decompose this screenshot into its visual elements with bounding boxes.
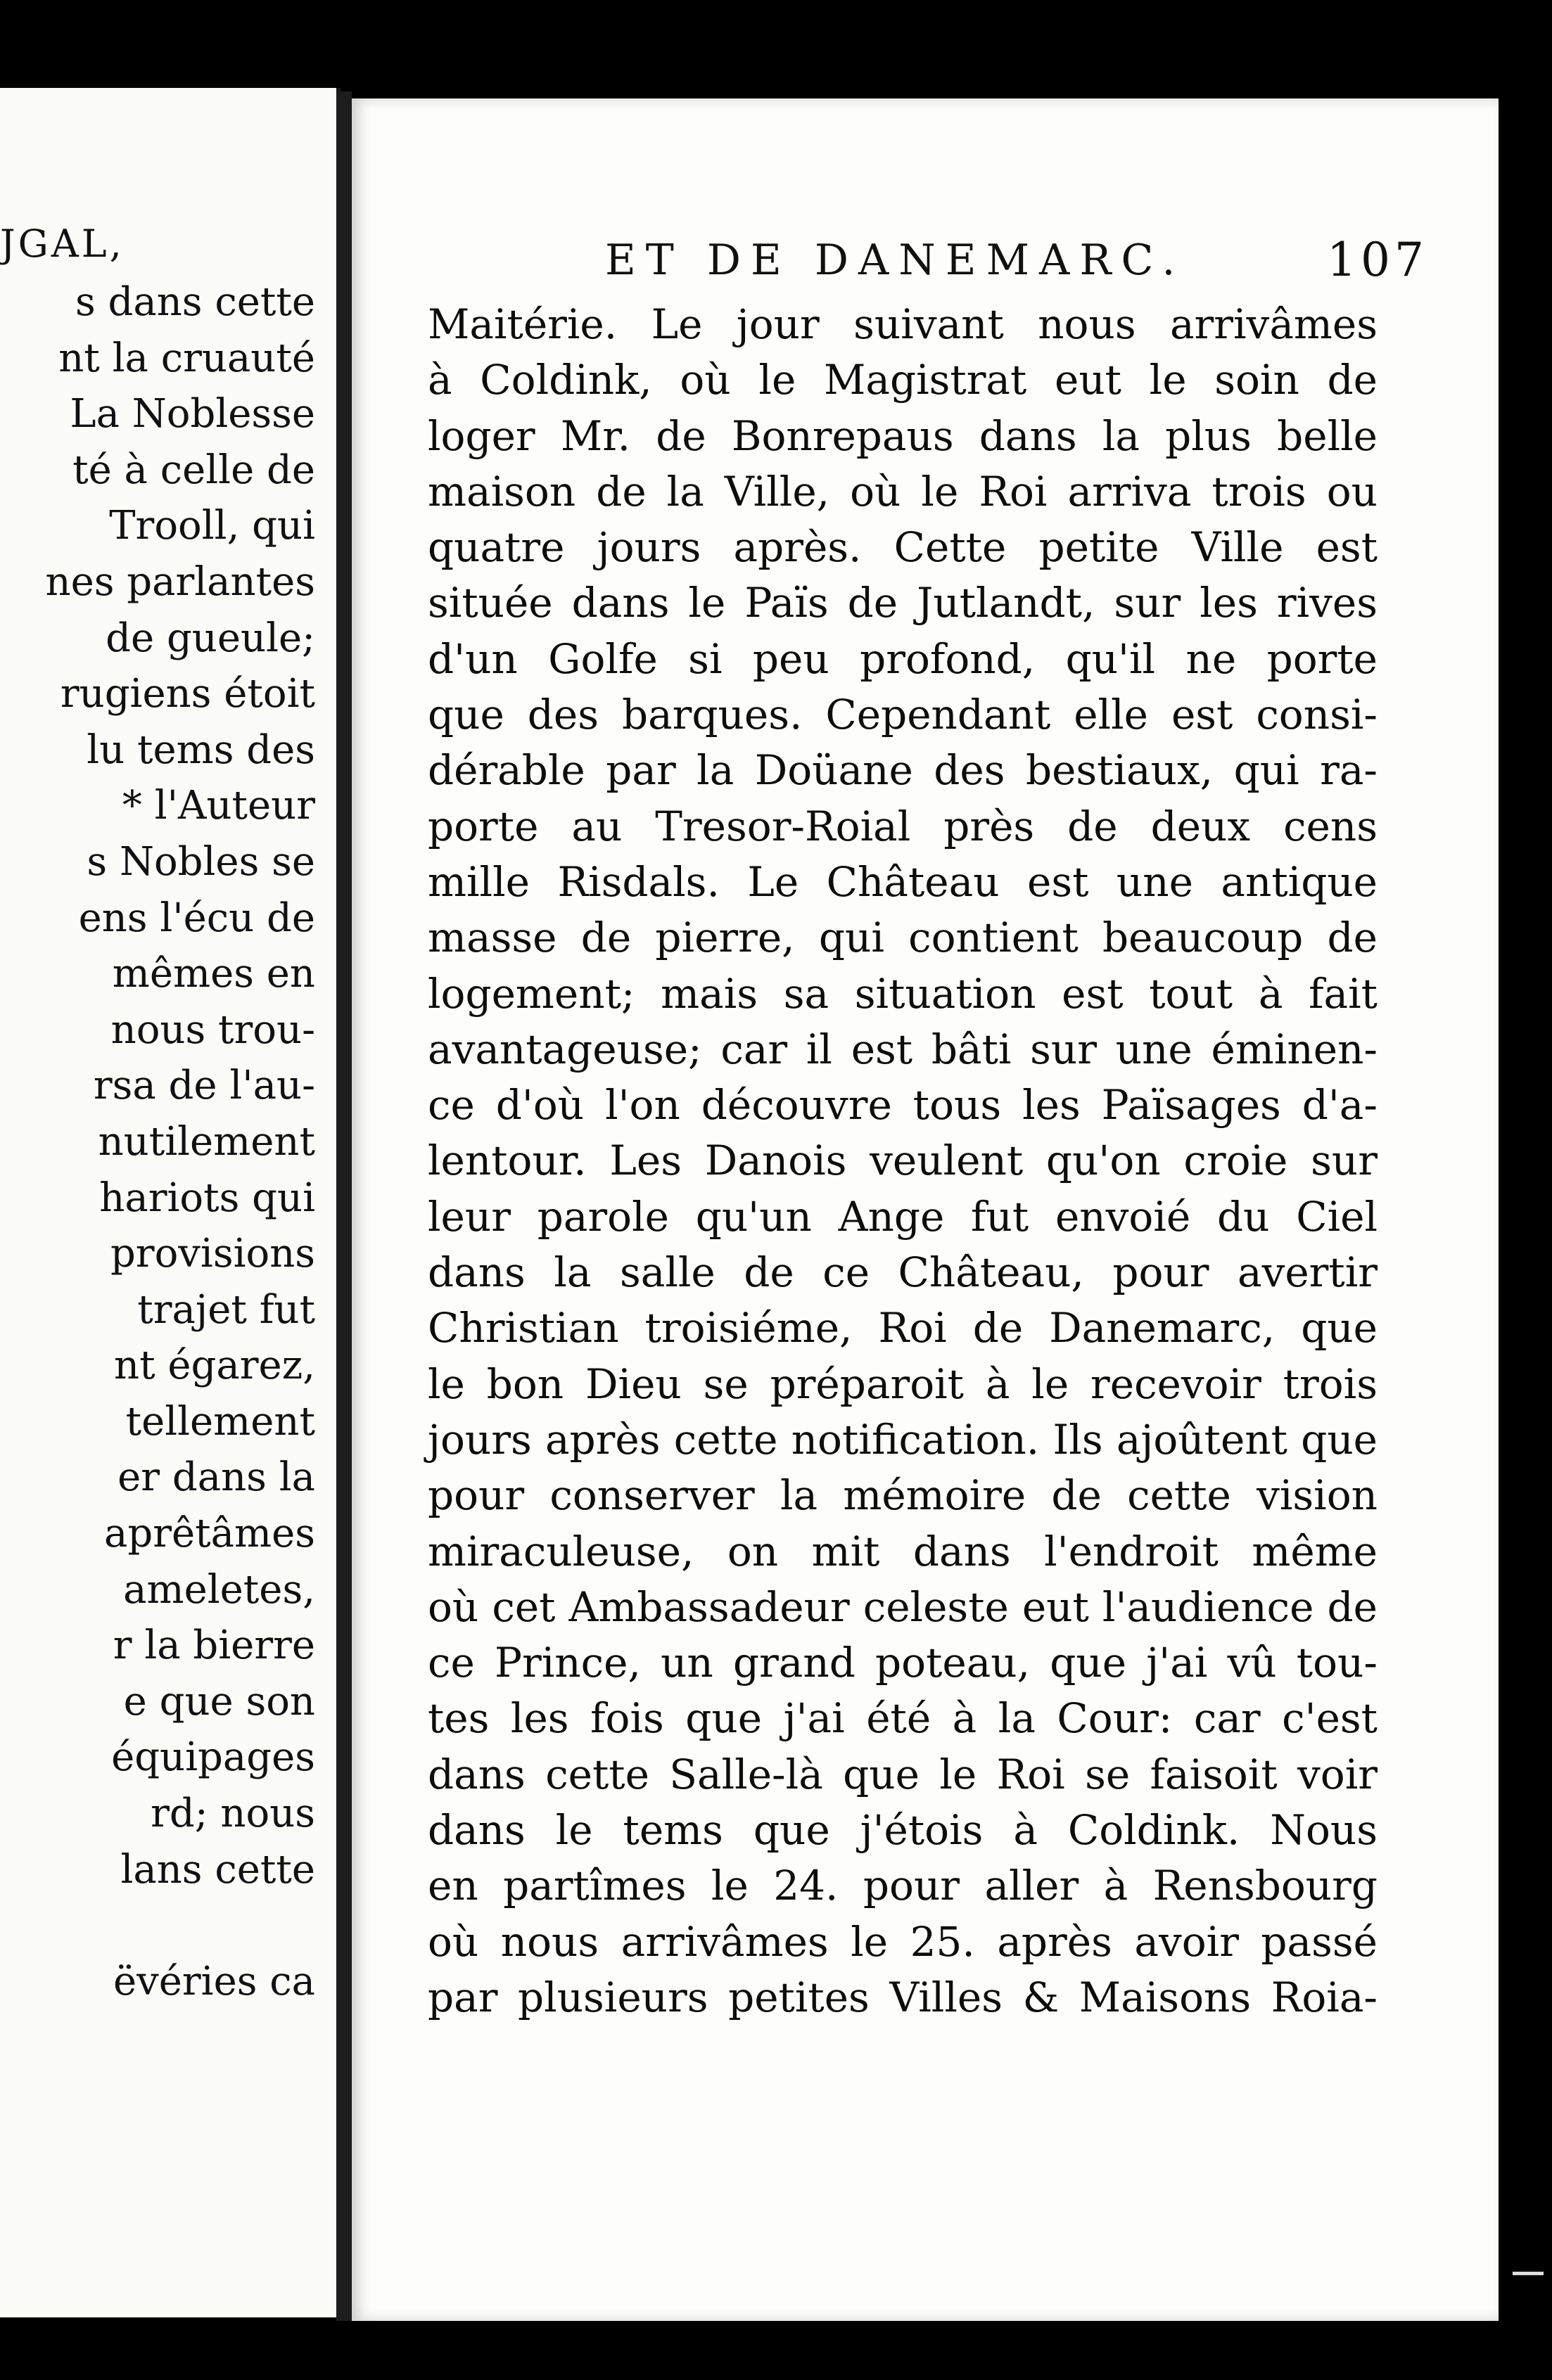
text-line [46,1898,316,1954]
text-line: trajet fut [137,1286,315,1333]
text-line: mêmes en [112,951,315,997]
text-line: en partîmes le 24. pour aller à Rensbourg [428,1862,1378,1910]
running-head [605,233,1428,287]
text-line: s Nobles se [87,838,315,885]
right-page [352,98,1499,2321]
text-line: lans cette [120,1846,315,1893]
text-line: dérable par la Doüane des bestiaux, qui ra- [428,746,1378,795]
text-line: er dans la [117,1454,315,1501]
text-line: nt la cruauté [58,335,315,381]
text-line: lu tems des [87,727,315,773]
text-line: nt égarez, [114,1343,315,1389]
left-running-head: JGAL, [0,222,125,266]
text-line: r la bierre [113,1623,315,1669]
text-line: où cet Ambassadeur celeste eut l'audience de [428,1582,1378,1631]
text-line: porte au Tresor-Roial près de deux cens [428,802,1378,850]
text-line: tellement [125,1398,315,1445]
text-line: rsa de l'au- [93,1063,315,1109]
text-line: à Coldink, où le Magistrat eut le soin de [428,356,1378,404]
text-line: * l'Auteur [122,783,315,829]
text-line: quatre jours après. Cette petite Ville est [428,523,1378,572]
book-gutter [336,91,352,2328]
left-text-column [46,274,316,2009]
text-line: ëvéries ca [113,1958,315,2004]
text-line: loger Mr. de Bonrepaus dans la plus belle [428,411,1378,460]
left-page [0,88,341,2317]
text-line: masse de pierre, qui contient beaucoup de [428,914,1378,962]
text-line: Maitérie. Le jour suivant nous arrivâmes [428,300,1378,348]
text-line: de gueule; [106,615,315,661]
text-line: lentour. Les Danois veulent qu'on croie sur [428,1137,1378,1185]
text-line: s dans cette [75,279,315,325]
corner-mark [1513,2272,1544,2293]
text-line: hariots qui [99,1175,315,1221]
text-line: ce Prince, un grand poteau, que j'ai vû tou- [428,1639,1378,1687]
text-line: nes parlantes [45,558,315,605]
text-line: miraculeuse, on mit dans l'endroit même [428,1527,1378,1575]
text-line: ens l'écu de [78,895,315,941]
text-line: Christian troisiéme, Roi de Danemarc, que [428,1304,1378,1352]
text-line: jours après cette notification. Ils ajoûtent que [428,1415,1378,1464]
text-line: rd; nous [151,1791,315,1837]
text-line: dans cette Salle-là que le Roi se faisoit voir [428,1750,1378,1798]
text-line: le bon Dieu se préparoit à le recevoir trois [428,1359,1378,1408]
text-line: équipages [111,1734,315,1781]
text-line: leur parole qu'un Ange fut envoié du Ciel [428,1192,1378,1241]
text-line: logement; mais sa situation est tout à fait [428,969,1378,1018]
text-line: e que son [123,1678,315,1725]
text-line: d'un Golfe si peu profond, qu'il ne porte [428,634,1378,683]
text-line: La Noblesse [70,391,315,437]
running-title: ET DE DANEMARC. [605,236,1185,285]
body-text [428,297,1378,2026]
text-line: tes les fois que j'ai été à la Cour: car c'est [428,1694,1378,1743]
text-line: ce d'où l'on découvre tous les Païsages d'a- [428,1081,1378,1130]
text-line: Trooll, qui [109,503,315,549]
text-line: que des barques. Cependant elle est consi- [428,691,1378,739]
text-line: provisions [110,1231,315,1277]
text-line: où nous arrivâmes le 25. après avoir passé [428,1917,1378,1966]
text-line: té à celle de [72,447,315,493]
text-line: rugiens étoit [60,671,315,717]
text-line: dans la salle de ce Château, pour avertir [428,1248,1378,1297]
page-number: 107 [1327,233,1428,287]
text-line: mille Risdals. Le Château est une antique [428,857,1378,906]
text-line: avantageuse; car il est bâti sur une éminen- [428,1025,1378,1073]
text-line: par plusieurs petites Villes & Maisons Roia- [428,1973,1378,2021]
text-line: située dans le Païs de Jutlandt, sur les rives [428,579,1378,627]
text-line: ameletes, [123,1566,315,1613]
text-line: dans le tems que j'étois à Coldink. Nous [428,1806,1378,1855]
text-line: nous trou- [110,1006,315,1053]
text-line: maison de la Ville, où le Roi arriva trois ou [428,467,1378,516]
text-line: nutilement [98,1118,315,1165]
text-line: pour conserver la mémoire de cette vision [428,1471,1378,1520]
scan-border [0,2321,1552,2380]
text-line: aprêtâmes [103,1511,315,1557]
